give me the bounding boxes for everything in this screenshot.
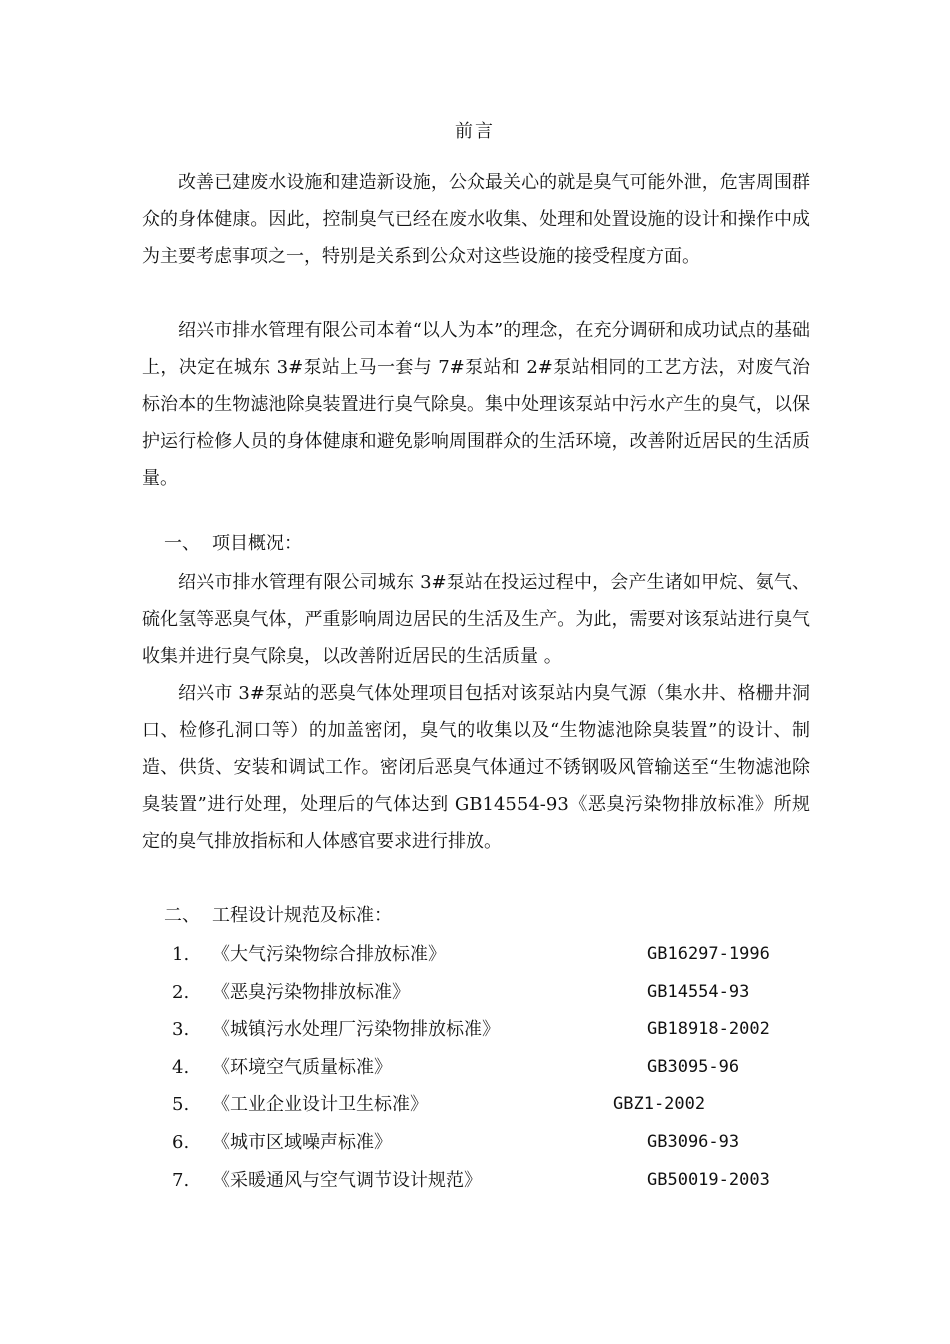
section-title: 工程设计规范及标准： (212, 905, 392, 926)
standard-name: 《环境空气质量标准》 (212, 1056, 392, 1078)
standard-name: 《工业企业设计卫生标准》 (212, 1094, 428, 1116)
item-number: 3. (172, 1019, 190, 1041)
list-item (142, 1162, 810, 1200)
standard-code: GB14554-93 (647, 981, 750, 1002)
list-item (142, 936, 810, 974)
standard-name: 《采暖通风与空气调节设计规范》 (212, 1169, 482, 1191)
standard-name: 《恶臭污染物排放标准》 (212, 981, 410, 1003)
section-heading-overview (164, 531, 302, 557)
list-item (142, 1049, 810, 1087)
item-number: 4. (172, 1056, 190, 1078)
standard-code: GB50019-2003 (647, 1169, 770, 1190)
intro-paragraph-1: 改善已建废水设施和建造新设施，公众最关心的就是臭气可能外泄，危害周围群众的身体健康。因此，控制臭气已经在废水收集、处理和处置设施的设计和操作中成为主要考虑事项之一，特别是关系到公众对这些设施的接受程度方面。 (142, 172, 810, 267)
section-number: 二、 (164, 905, 200, 926)
list-item (142, 1124, 810, 1162)
standard-name: 《城镇污水处理厂污染物排放标准》 (212, 1019, 500, 1041)
item-number: 2. (172, 981, 190, 1003)
overview-paragraph-2: 绍兴市 3#泵站的恶臭气体处理项目包括对该泵站内臭气源（集水井、格栅井洞口、检修孔洞口等）的加盖密闭，臭气的收集以及“生物滤池除臭装置”的设计、制造、供货、安装和调试工作。密闭后恶臭气体通过不锈钢吸风管输送至“生物滤池除臭装置”进行处理，处理后的气体达到 GB14554-93《恶臭污染物排放标准》所规定的臭气排放指标和人体感官要求进行排放。 (142, 683, 810, 852)
standard-code: GB18918-2002 (647, 1019, 770, 1040)
section-title: 项目概况： (212, 533, 302, 554)
page-title: 前言 (455, 121, 495, 142)
list-item (142, 1011, 810, 1049)
intro-paragraph-2: 绍兴市排水管理有限公司本着“以人为本”的理念，在充分调研和成功试点的基础上，决定在城东 3#泵站上马一套与 7#泵站和 2#泵站相同的工艺方法，对废气治标治本的生物滤池除臭装置进行臭气除臭。集中处理该泵站中污水产生的臭气，以保护运行检修人员的身体健康和避免影响周围群众的生活环境，改善附近居民的生活质量。 (142, 320, 810, 489)
standard-name: 《城市区域噪声标准》 (212, 1131, 392, 1153)
standard-name: 《大气污染物综合排放标准》 (212, 944, 446, 965)
standard-code: GBZ1-2002 (613, 1094, 706, 1115)
item-number: 7. (172, 1169, 190, 1191)
list-item (142, 1086, 810, 1124)
section-number: 一、 (164, 533, 200, 554)
item-number: 1. (172, 944, 190, 965)
overview-paragraph-1: 绍兴市排水管理有限公司城东 3#泵站在投运过程中，会产生诸如甲烷、氨气、硫化氢等恶臭气体，严重影响周边居民的生活及生产。为此，需要对该泵站进行臭气收集并进行臭气除臭，以改善附近居民的生活质量 。 (142, 572, 810, 667)
standard-code: GB3095-96 (647, 1056, 740, 1077)
section-heading-standards (164, 903, 392, 929)
item-number: 5. (172, 1094, 190, 1116)
list-item (142, 974, 810, 1012)
standard-code: GB3096-93 (647, 1131, 740, 1152)
standards-list (142, 936, 810, 1199)
standard-code: GB16297-1996 (647, 944, 770, 964)
item-number: 6. (172, 1131, 190, 1153)
